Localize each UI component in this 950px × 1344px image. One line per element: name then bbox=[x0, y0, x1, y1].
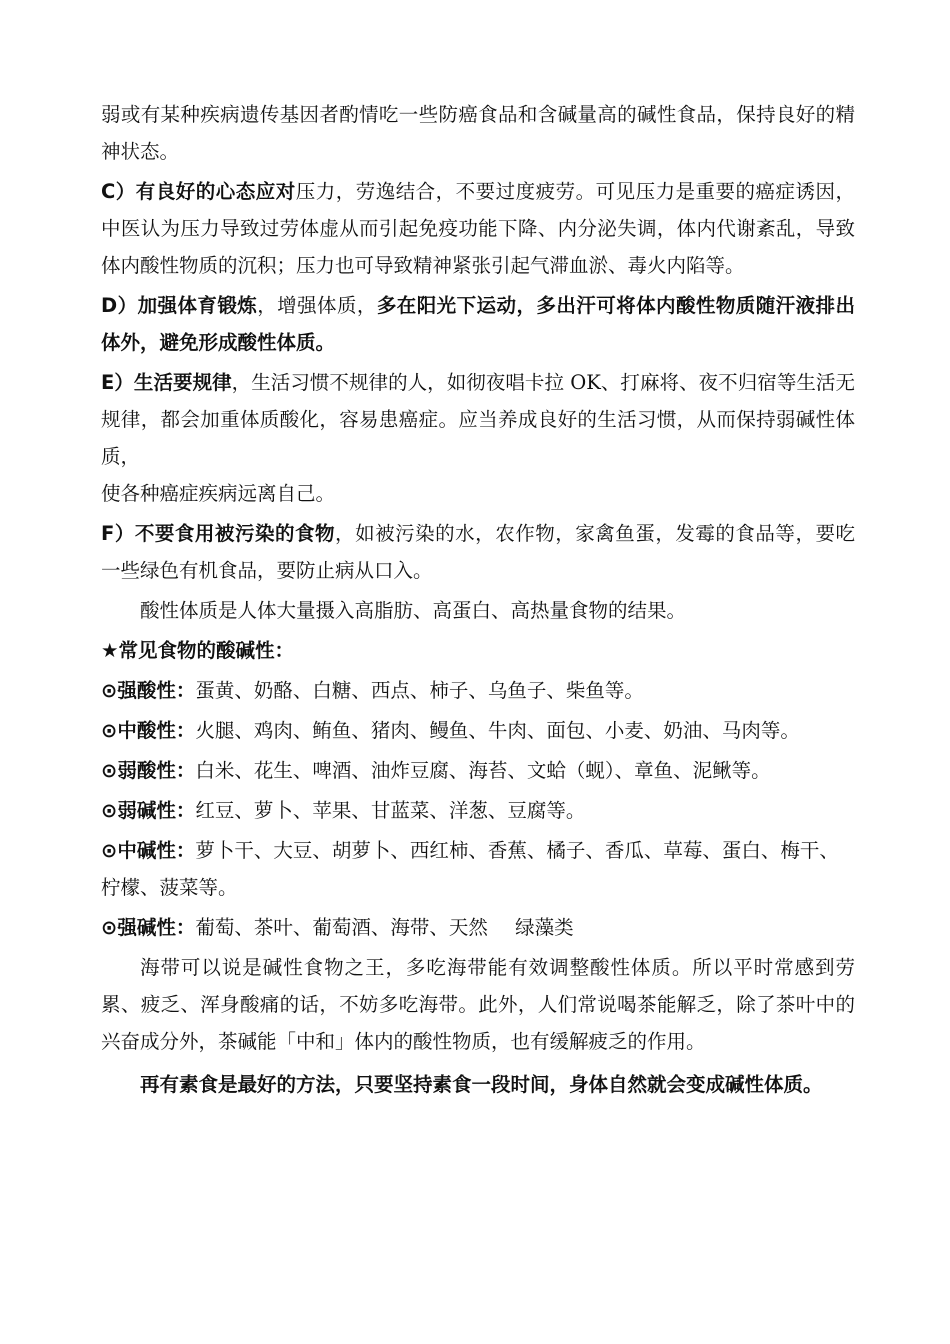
food-label: ⊙中碱性： bbox=[101, 839, 196, 862]
foods-heading-text: ★常见食物的酸碱性： bbox=[101, 639, 294, 662]
item-e-continuation bbox=[101, 475, 855, 512]
food-label: ⊙强酸性： bbox=[101, 679, 196, 702]
document-page bbox=[101, 96, 855, 1106]
food-items-tail: 绿藻类 bbox=[515, 916, 574, 939]
item-e-label: E）生活要规律 bbox=[101, 371, 232, 394]
food-label: ⊙弱碱性： bbox=[101, 799, 196, 822]
food-weak-acid bbox=[101, 752, 855, 789]
item-f-text: ，如被污染的水，农作物，家禽鱼蛋，发霉的食品等，要吃一些绿色有机食品，要防止病从口入。 bbox=[101, 522, 855, 582]
food-items: 蛋黄、奶酪、白糖、西点、柿子、乌鱼子、柴鱼等。 bbox=[195, 679, 644, 702]
intro-text: 弱或有某种疾病遗传基因者酌情吃一些防癌食品和含碱量高的碱性食品，保持良好的精神状态。 bbox=[101, 103, 855, 163]
conclusion-text: 再有素食是最好的方法，只要坚持素食一段时间，身体自然就会变成碱性体质。 bbox=[140, 1073, 823, 1096]
summary-text: 酸性体质是人体大量摄入高脂肪、高蛋白、高热量食物的结果。 bbox=[140, 599, 687, 622]
seaweed-text: 海带可以说是碱性食物之王，多吃海带能有效调整酸性体质。所以平时常感到劳累、疲乏、浑身酸痛的话，不妨多吃海带。此外，人们常说喝茶能解乏，除了茶叶中的兴奋成分外，茶碱能「中和」体内的酸性物质，也有缓解疲乏的作用。 bbox=[101, 956, 855, 1053]
food-items: 白米、花生、啤酒、油炸豆腐、海苔、文蛤（蚬）、章鱼、泥鳅等。 bbox=[195, 759, 771, 782]
item-d-bold-tail: 多在阳光下运动，多出汗可将体内酸性物质随汗液排出体外，避免形成酸性体质。 bbox=[101, 294, 855, 354]
food-label: ⊙弱酸性： bbox=[101, 759, 196, 782]
seaweed-paragraph bbox=[101, 949, 855, 1060]
food-label: ⊙中酸性： bbox=[101, 719, 196, 742]
conclusion-paragraph bbox=[101, 1066, 855, 1103]
item-e-text2: 使各种癌症疾病远离自己。 bbox=[101, 482, 336, 505]
item-c-paragraph bbox=[101, 173, 855, 284]
item-d-label: D）加强体育锻炼 bbox=[101, 294, 258, 317]
food-strong-acid bbox=[101, 672, 855, 709]
food-items: 红豆、萝卜、苹果、甘蓝菜、洋葱、豆腐等。 bbox=[195, 799, 586, 822]
food-items: 火腿、鸡肉、鲔鱼、猪肉、鳗鱼、牛肉、面包、小麦、奶油、马肉等。 bbox=[195, 719, 800, 742]
item-c-label: C）有良好的心态应对 bbox=[101, 180, 296, 203]
food-items: 葡萄、茶叶、葡萄酒、海带、天然 bbox=[195, 916, 488, 939]
food-items: 萝卜干、大豆、胡萝卜、西红柿、香蕉、橘子、香瓜、草莓、蛋白、梅干、柠檬、菠菜等。 bbox=[101, 839, 839, 899]
summary-paragraph bbox=[101, 592, 855, 629]
intro-paragraph bbox=[101, 96, 855, 170]
item-d-mid: ，增强体质， bbox=[257, 294, 377, 317]
item-f-label: F）不要食用被污染的食物 bbox=[101, 522, 336, 545]
food-weak-alkaline bbox=[101, 792, 855, 829]
foods-heading bbox=[101, 632, 855, 669]
item-e-text: ，生活习惯不规律的人，如彻夜唱卡拉 OK、打麻将、夜不归宿等生活无规律，都会加重体质酸化，容易患癌症。应当养成良好的生活习惯，从而保持弱碱性体质， bbox=[101, 371, 855, 468]
food-strong-alkaline bbox=[101, 909, 855, 946]
item-f-paragraph bbox=[101, 515, 855, 589]
item-e-paragraph bbox=[101, 364, 855, 475]
food-medium-alkaline bbox=[101, 832, 855, 906]
food-label: ⊙强碱性： bbox=[101, 916, 196, 939]
item-d-paragraph bbox=[101, 287, 855, 361]
item-c-text: 压力，劳逸结合，不要过度疲劳。可见压力是重要的癌症诱因，中医认为压力导致过劳体虚从而引起免疫功能下降、内分泌失调，体内代谢紊乱，导致体内酸性物质的沉积；压力也可导致精神紧张引起气滞血淤、毒火内陷等。 bbox=[101, 180, 855, 277]
food-medium-acid bbox=[101, 712, 855, 749]
